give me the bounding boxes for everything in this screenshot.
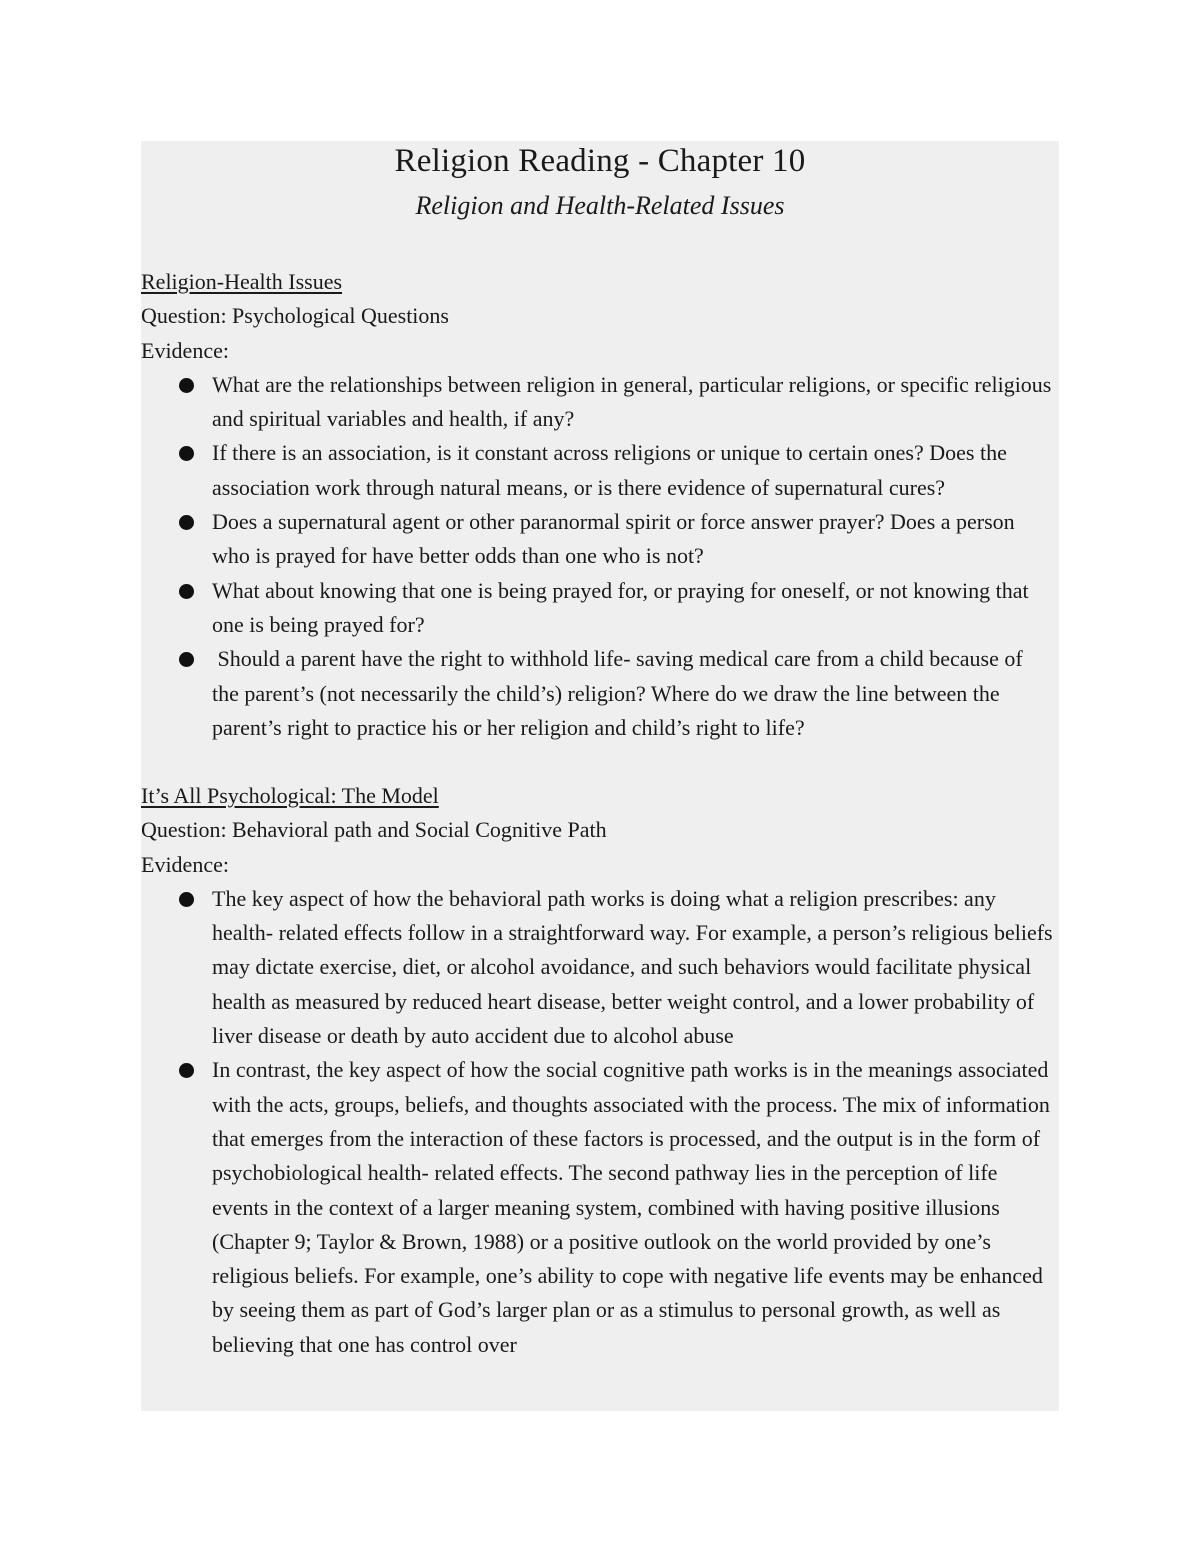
bullet-dot-icon bbox=[179, 378, 194, 393]
list-item-text: In contrast, the key aspect of how the social cognitive path works is in the meanings associated with the acts, groups, beliefs, and thoughts associated with the process. The mix of information that emerges from the interaction of these factors is processed, and the output is in the form of psychobiological health- related effects. The second pathway lies in the perception of life events in the context of a larger meaning system, combined with having positive illusions (Chapter 9; Taylor & Brown, 1988) or a positive outlook on the world provided by one’s religious beliefs. For example, one’s ability to cope with negative life events may be enhanced by seeing them as part of God’s larger plan or as a stimulus to personal growth, as well as believing that one has control over bbox=[212, 1057, 1050, 1357]
list-item bbox=[141, 436, 1059, 505]
document-title: Religion Reading - Chapter 10 bbox=[394, 143, 806, 179]
list-item-text: Does a supernatural agent or other paranormal spirit or force answer prayer? Does a person who is prayed for have better odds than one who is not? bbox=[212, 509, 1015, 569]
section-heading: Religion-Health Issues bbox=[141, 269, 343, 294]
list-item bbox=[141, 505, 1059, 574]
document-page bbox=[141, 141, 1059, 1411]
list-item bbox=[141, 368, 1059, 437]
evidence-list bbox=[141, 882, 1059, 1362]
list-item-text: What about knowing that one is being prayed for, or praying for oneself, or not knowing that one is being prayed for? bbox=[212, 577, 1029, 637]
list-item bbox=[141, 882, 1059, 1053]
bullet-dot-icon bbox=[179, 1063, 194, 1078]
bullet-dot-icon bbox=[179, 892, 194, 907]
section-question: Question: Psychological Questions bbox=[141, 303, 449, 329]
section-question: Question: Behavioral path and Social Cognitive Path bbox=[141, 817, 607, 843]
section-religion-health-issues bbox=[141, 265, 1059, 745]
bullet-dot-icon bbox=[179, 652, 194, 667]
bullet-dot-icon bbox=[179, 446, 194, 461]
evidence-label: Evidence: bbox=[141, 337, 229, 363]
list-item bbox=[141, 574, 1059, 643]
list-item-text: If there is an association, is it constant across religions or unique to certain ones? Does the association work through natural means, or is there evidence of supernatural cures? bbox=[212, 440, 1007, 500]
bullet-dot-icon bbox=[179, 584, 194, 599]
section-psychological-model bbox=[141, 779, 1059, 1362]
evidence-list bbox=[141, 368, 1059, 745]
list-item-text: Should a parent have the right to withhold life- saving medical care from a child because of the parent’s (not necessarily the child’s) religion? Where do we draw the line between the parent’s right to practice his or her religion and child’s right to life? bbox=[212, 646, 1029, 740]
evidence-label: Evidence: bbox=[141, 851, 229, 877]
bullet-dot-icon bbox=[179, 515, 194, 530]
list-item-text: The key aspect of how the behavioral path works is doing what a religion prescribes: any health- related effects follow in a straightforward way. For example, a person’s religious beliefs may dictate exercise, diet, or alcohol avoidance, and such behaviors would facilitate physical health as measured by reduced heart disease, better weight control, and a lower probability of liver disease or death by auto accident due to alcohol abuse bbox=[212, 885, 1053, 1049]
list-item bbox=[141, 642, 1059, 745]
section-heading: It’s All Psychological: The Model bbox=[141, 783, 439, 808]
document-subtitle: Religion and Health-Related Issues bbox=[415, 191, 785, 220]
list-item-text: What are the relationships between religion in general, particular religions, or specific religious and spiritual variables and health, if any? bbox=[212, 371, 1052, 432]
list-item bbox=[141, 1053, 1059, 1362]
